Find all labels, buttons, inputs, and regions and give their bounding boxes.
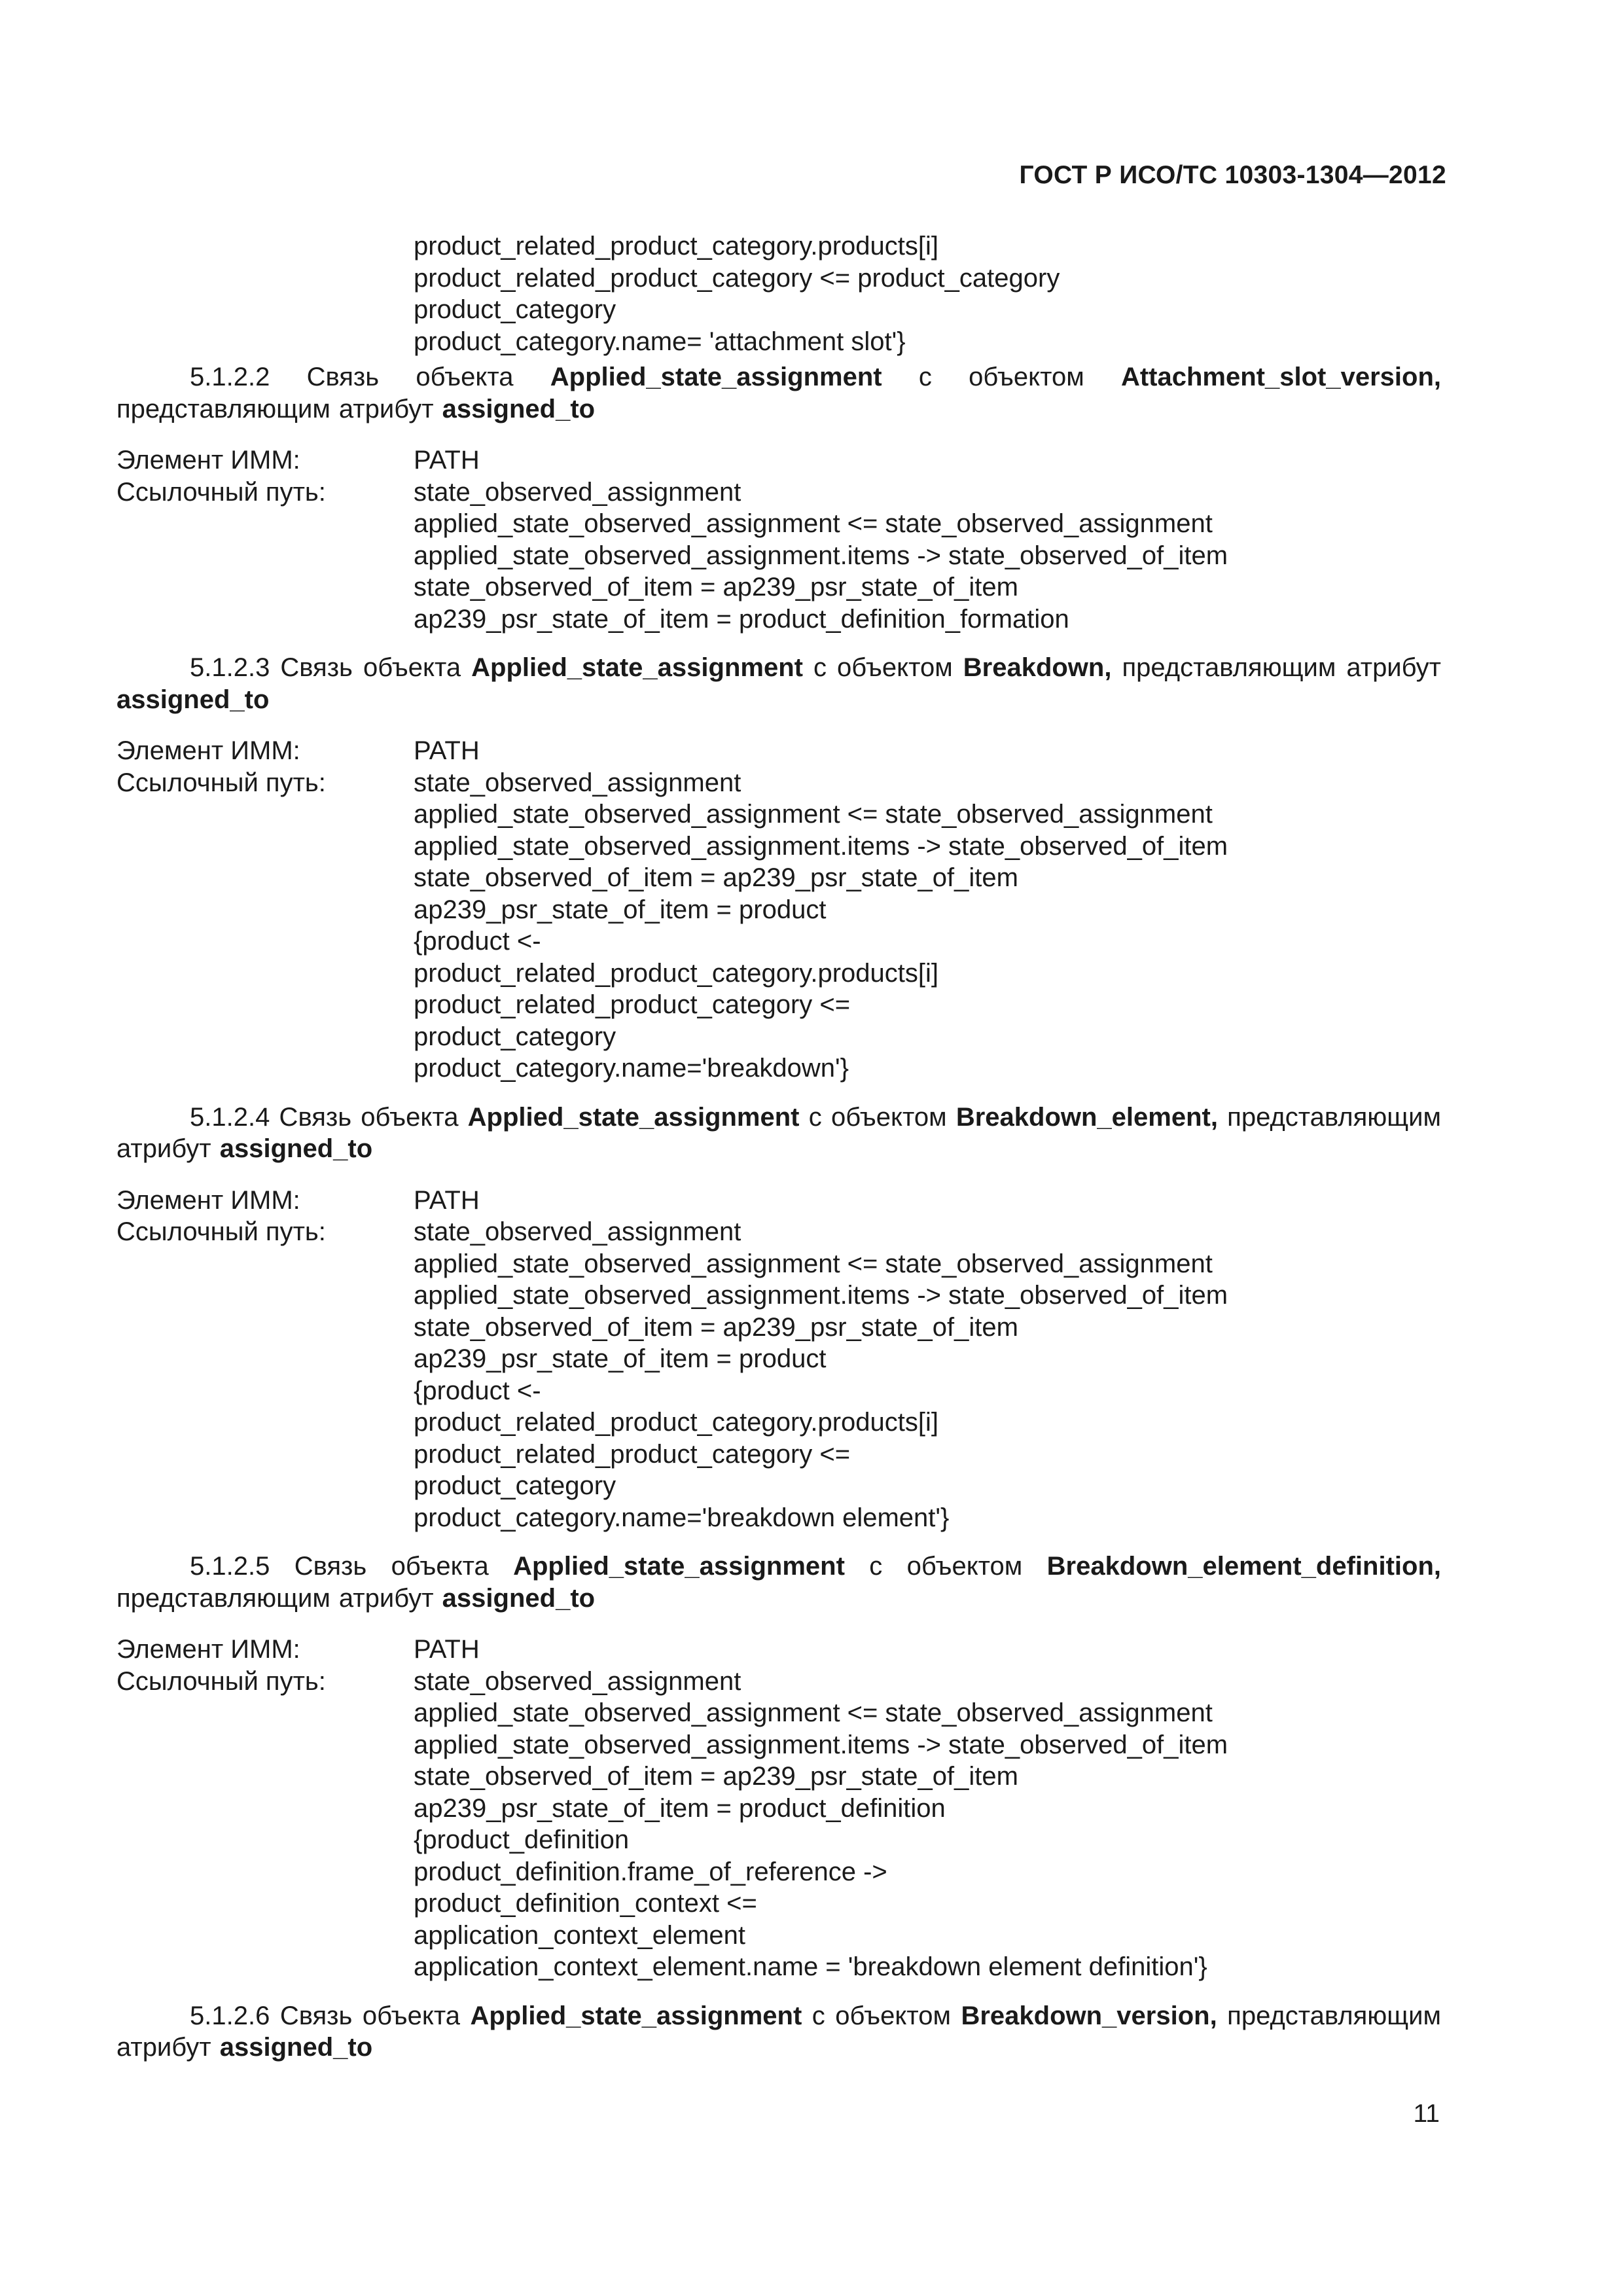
- label-path: Ссылочный путь:: [116, 768, 326, 797]
- path-line: product_category: [414, 1022, 616, 1051]
- entity-name: Applied_state_assignment: [550, 363, 882, 391]
- section-number: 5.1.2.5: [190, 1552, 270, 1581]
- section-5-1-2-6-heading: 5.1.2.6 Связь объекта Applied_state_assignment с объектом Breakdown_version, представляющим атрибут assigned_to: [116, 2001, 1441, 2062]
- path-line: applied_state_observed_assignment.items -> state_observed_of_item: [414, 831, 1228, 861]
- path-line: {product_definition: [414, 1825, 630, 1854]
- section-5-1-2-5-mapping: [116, 1634, 1441, 1983]
- path-line: product_category.name='breakdown element'}: [414, 1503, 950, 1532]
- path-line: product_definition_context <=: [414, 1889, 757, 1918]
- path-line: applied_state_observed_assignment <= state_observed_assignment: [414, 509, 1213, 538]
- target-name: Breakdown_version,: [961, 2001, 1217, 2030]
- path-line: product_definition.frame_of_reference ->: [414, 1857, 887, 1886]
- section-number: 5.1.2.3: [190, 653, 270, 682]
- path-line: applied_state_observed_assignment.items -> state_observed_of_item: [414, 541, 1228, 570]
- attribute-name: assigned_to: [442, 1583, 596, 1613]
- element-value: PATH: [414, 1635, 480, 1664]
- section-5-1-2-4-mapping: [116, 1185, 1441, 1534]
- section-5-1-2-3-mapping: [116, 735, 1441, 1085]
- path-line: product_related_product_category.products[i]: [414, 1408, 938, 1437]
- path-line: product_related_product_category <=: [414, 1439, 851, 1469]
- label-element: Элемент ИММ:: [116, 1635, 300, 1664]
- path-line: {product <-: [414, 927, 541, 956]
- path-line: applied_state_observed_assignment.items -> state_observed_of_item: [414, 1281, 1228, 1310]
- path-line: ap239_psr_state_of_item = product_definition: [414, 1793, 946, 1823]
- label-path: Ссылочный путь:: [116, 1666, 326, 1696]
- path-line: product_related_product_category <= product_category: [414, 263, 1060, 293]
- target-name: Breakdown,: [963, 653, 1112, 682]
- attribute-name: assigned_to: [116, 685, 270, 714]
- path-line: state_observed_assignment: [414, 768, 741, 797]
- path-line: state_observed_of_item = ap239_psr_state_of_item: [414, 1762, 1018, 1791]
- path-line: state_observed_assignment: [414, 1217, 741, 1246]
- path-line: product_category.name= 'attachment slot'}: [414, 327, 906, 356]
- path-line: ap239_psr_state_of_item = product: [414, 1344, 827, 1373]
- page-content: [116, 230, 1441, 2064]
- document-header: ГОСТ Р ИСО/ТС 10303-1304—2012: [1019, 161, 1446, 189]
- section-5-1-2-3-heading: 5.1.2.3 Связь объекта Applied_state_assignment с объектом Breakdown, представляющим атрибут assigned_to: [116, 653, 1442, 714]
- path-line: product_related_product_category.products[i]: [414, 232, 938, 260]
- path-line: state_observed_assignment: [414, 1666, 741, 1696]
- path-line: state_observed_assignment: [414, 477, 741, 507]
- path-line: product_related_product_category <=: [414, 990, 851, 1019]
- section-5-1-2-5-heading: 5.1.2.5 Связь объекта Applied_state_assignment с объектом Breakdown_element_definition, представляющим атрибут assigned_to: [116, 1552, 1441, 1613]
- path-line: product_category: [414, 1471, 616, 1500]
- path-line: product_category: [414, 295, 616, 324]
- path-line: state_observed_of_item = ap239_psr_state_of_item: [414, 573, 1018, 601]
- attribute-name: assigned_to: [219, 1134, 373, 1163]
- path-line: application_context_element: [414, 1920, 746, 1950]
- element-value: PATH: [414, 446, 480, 475]
- attribute-name: assigned_to: [219, 2033, 373, 2062]
- section-number: 5.1.2.2: [190, 363, 270, 391]
- label-path: Ссылочный путь:: [116, 477, 326, 507]
- path-line: {product <-: [414, 1376, 541, 1405]
- path-line: state_observed_of_item = ap239_psr_state_of_item: [414, 863, 1018, 892]
- entity-name: Applied_state_assignment: [471, 653, 803, 682]
- path-line: applied_state_observed_assignment <= state_observed_assignment: [414, 800, 1213, 829]
- path-line: application_context_element.name = 'breakdown element definition'}: [414, 1952, 1207, 1981]
- path-line: product_category.name='breakdown'}: [414, 1054, 849, 1083]
- entity-name: Applied_state_assignment: [513, 1552, 845, 1581]
- target-name: Breakdown_element,: [955, 1102, 1218, 1132]
- label-element: Элемент ИММ:: [116, 446, 300, 475]
- page-number: 11: [1413, 2100, 1440, 2128]
- target-name: Breakdown_element_definition,: [1046, 1552, 1441, 1581]
- path-line: state_observed_of_item = ap239_psr_state_of_item: [414, 1312, 1018, 1342]
- attribute-name: assigned_to: [442, 394, 596, 423]
- section-5-1-2-4-heading: 5.1.2.4 Связь объекта Applied_state_assignment с объектом Breakdown_element, представляющим атрибут assigned_to: [116, 1102, 1441, 1163]
- continuation-path: [414, 230, 1441, 357]
- path-line: ap239_psr_state_of_item = product: [414, 895, 827, 924]
- section-number: 5.1.2.4: [190, 1102, 270, 1132]
- entity-name: Applied_state_assignment: [467, 1102, 800, 1132]
- path-line: ap239_psr_state_of_item = product_definition_formation: [414, 604, 1069, 634]
- element-value: PATH: [414, 1185, 480, 1215]
- entity-name: Applied_state_assignment: [470, 2001, 802, 2030]
- section-number: 5.1.2.6: [190, 2001, 270, 2030]
- label-element: Элемент ИММ:: [116, 1185, 300, 1215]
- label-path: Ссылочный путь:: [116, 1217, 326, 1246]
- path-line: applied_state_observed_assignment.items -> state_observed_of_item: [414, 1730, 1228, 1759]
- label-element: Элемент ИММ:: [116, 736, 300, 765]
- element-value: PATH: [414, 736, 480, 765]
- section-5-1-2-2-mapping: [116, 444, 1441, 635]
- section-5-1-2-2-heading: 5.1.2.2 Связь объекта Applied_state_assignment с объектом Attachment_slot_version, представляющим атрибут assigned_to: [116, 363, 1441, 423]
- path-line: applied_state_observed_assignment <= state_observed_assignment: [414, 1249, 1213, 1278]
- path-line: product_related_product_category.products[i]: [414, 958, 938, 988]
- target-name: Attachment_slot_version,: [1120, 363, 1441, 391]
- path-line: applied_state_observed_assignment <= state_observed_assignment: [414, 1698, 1213, 1727]
